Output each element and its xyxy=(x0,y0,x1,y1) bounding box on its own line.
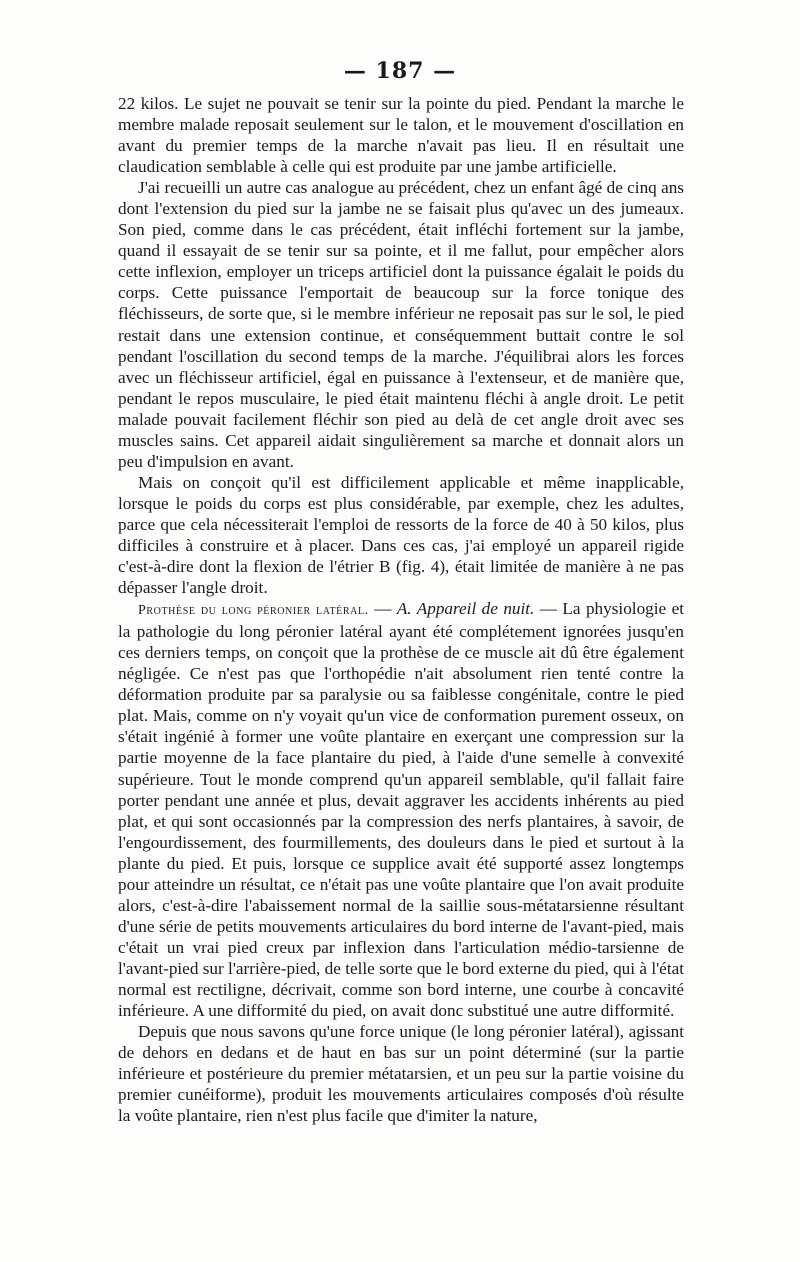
paragraph-4 xyxy=(118,598,684,1021)
heading-dash-1: — xyxy=(368,599,397,619)
page-number: — 187 — xyxy=(343,58,457,84)
body-text xyxy=(118,93,684,1126)
paragraph-4-body: La physiologie et la pathologie du long péronier latéral ayant été complétement ignorées jusqu'en ces derniers temps, on conçoit que la prothèse de ce muscle ait dû être également négligée. Ce n'est pas que l'orthopédie n'ait absolument rien tenté contre la déformation produite par sa paralysie ou sa faiblesse congénitale, contre le pied plat. Mais, comme on n'y voyait qu'un vice de conformation purement osseux, on s'était ingénié à former une voûte plantaire en exerçant une compression sur la partie moyenne de la face plantaire du pied, à l'aide d'une semelle à convexité supérieure. Tout le monde comprend qu'un appareil semblable, qu'il fallait faire porter pendant une année et plus, devait aggraver les accidents inhérents au pied plat, et qui sont occasionnés par la compression des nerfs plantaires, à savoir, de l'engourdissement, des fourmillements, des douleurs dans le pied et surtout à la plante du pied. Et puis, lorsque ce supplice avait été supporté assez longtemps pour atteindre un résultat, ce n'était pas une voûte plantaire que l'on avait produite alors, c'est-à-dire l'abaissement normal de la saillie sous-métatarsienne résultant d'une série de petits mouvements articulaires du bord interne de l'avant-pied, mais c'était un vrai pied creux par inflexion dans l'articulation médio-tarsienne de l'avant-pied sur l'arrière-pied, de telle sorte que le bord externe du pied, qui à l'état normal est rectiligne, décrivait, comme son bord interne, une courbe à concavité inférieure. A une difformité du pied, on avait donc substitué une autre difformité. xyxy=(118,599,684,1021)
heading-dash-2: — xyxy=(534,599,563,619)
paragraph-3: Mais on conçoit qu'il est difficilement applicable et même inapplicable, lorsque le poids du corps est plus considérable, par exemple, chez les adultes, parce que cela nécessiterait l'emploi de ressorts de la force de 40 à 50 kilos, plus difficiles à construire et à placer. Dans ces cas, j'ai employé un appareil rigide c'est-à-dire dont la flexion de l'étrier B (fig. 4), était limitée de manière à ne pas dépasser l'angle droit. xyxy=(118,472,684,598)
paragraph-5: Depuis que nous savons qu'une force unique (le long péronier latéral), agissant de dehors en dedans et de haut en bas sur un point déterminé (sur la partie inférieure et postérieure du premier métatarsien, et un peu sur la partie voisine du premier cunéiforme), produit les mouvements articulaires composés d'où résulte la voûte plantaire, rien n'est plus facile que d'imiter la nature, xyxy=(118,1022,684,1126)
section-subheading: A. Appareil de nuit. xyxy=(396,599,535,619)
paragraph-2: J'ai recueilli un autre cas analogue au précédent, chez un enfant âgé de cinq ans dont l'extension du pied sur la jambe ne se faisait plus qu'avec un des jumeaux. Son pied, comme dans le cas précédent, était infléchi fortement sur la jambe, quand il essayait de se tenir sur sa pointe, et il me fallut, pour empêcher alors cette inflexion, employer un triceps artificiel dont la puissance égalait le poids du corps. Cette puissance l'emportait de beaucoup sur la force tonique des fléchisseurs, de sorte que, si le membre inférieur ne reposait pas sur le sol, le pied restait dans une extension continue, et conséquemment buttait contre le sol pendant l'oscillation du second temps de la marche. J'équilibrai alors les forces avec un fléchisseur artificiel, égal en puissance à l'extenseur, et de manière que, pendant le repos musculaire, le pied était maintenu fléchi à angle droit. Le petit malade pouvait facilement fléchir son pied au delà de cet angle droit avec ses muscles sains. Cet appareil aidait singulièrement sa marche et donnait alors un peu d'impulsion en avant. xyxy=(118,178,684,471)
section-heading: Prothèse du long péronier latéral. xyxy=(138,603,369,619)
paragraph-1: 22 kilos. Le sujet ne pouvait se tenir sur la pointe du pied. Pendant la marche le membre malade reposait seulement sur le talon, et le mouvement d'oscillation en avant du premier temps de la marche n'avait pas lieu. Il en résultait une claudication semblable à celle qui est produite par une jambe artificielle. xyxy=(118,94,684,177)
